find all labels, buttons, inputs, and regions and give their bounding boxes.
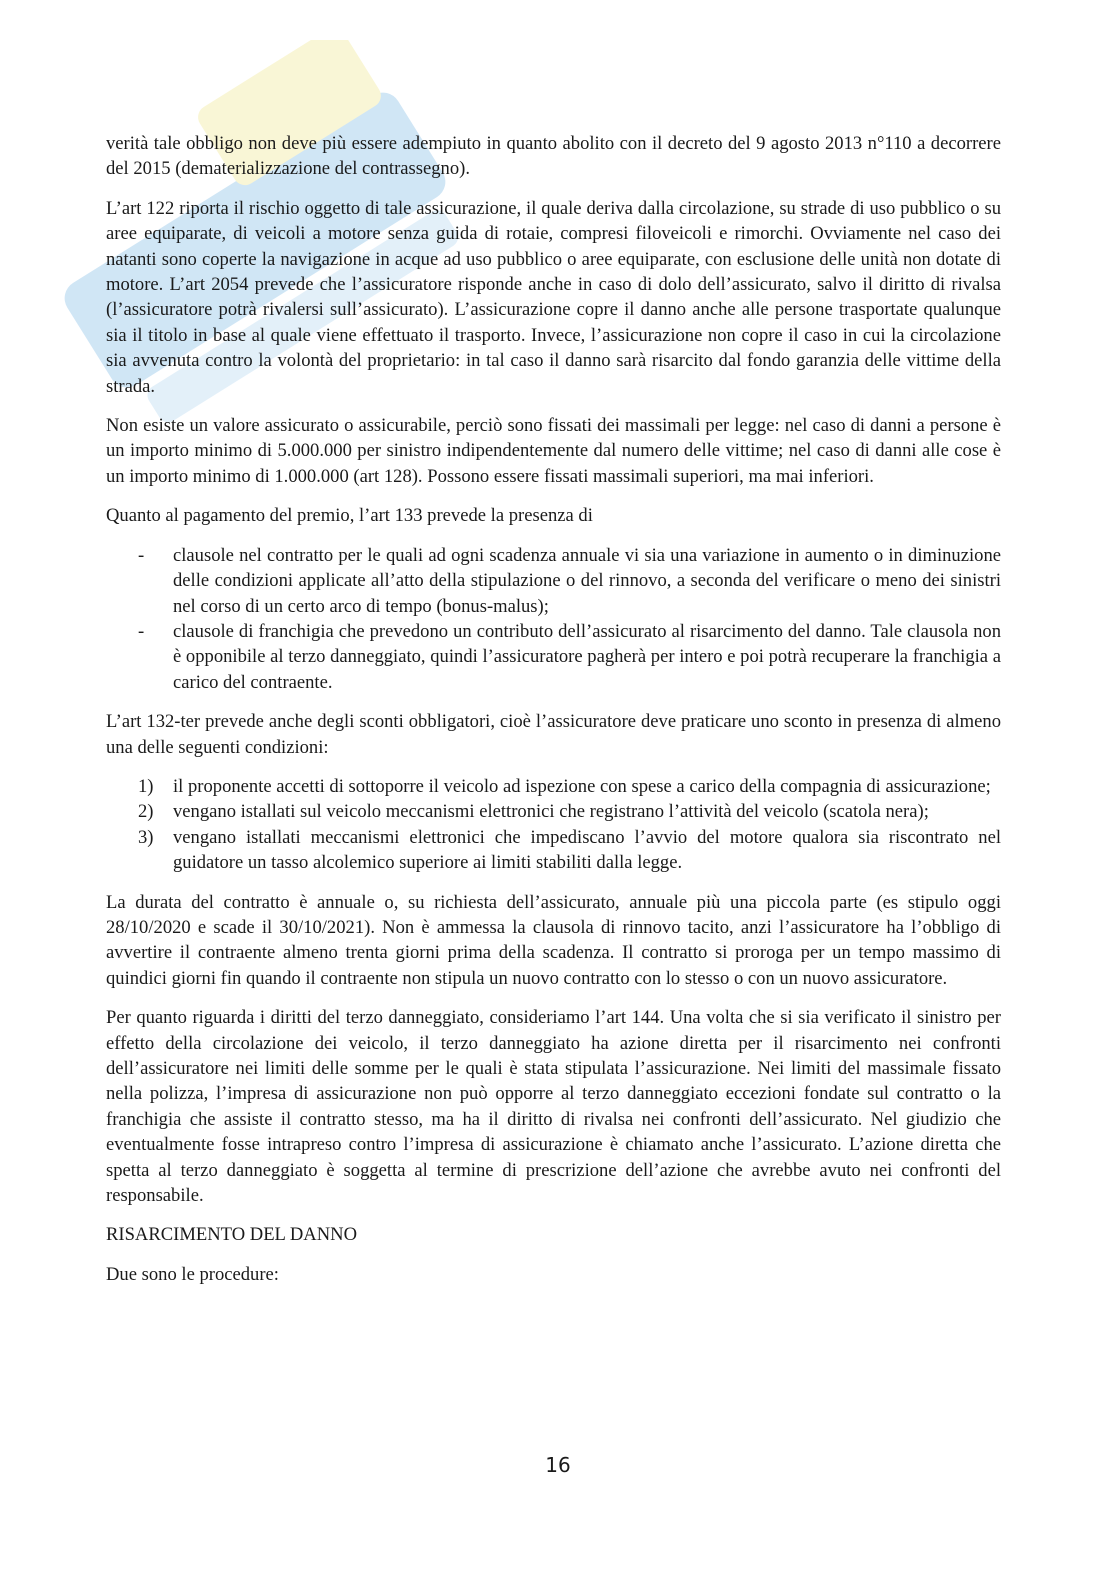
list-item-text: vengano istallati sul veicolo meccanismi elettronici che registrano l’attività del veicolo (scatola nera); (173, 801, 929, 823)
paragraph: L’art 132-ter prevede anche degli sconti obbligatori, cioè l’assicuratore deve praticare uno sconto in presenza di almeno una delle seguenti condizioni: (106, 711, 1001, 758)
section-heading: RISARCIMENTO DEL DANNO (106, 1224, 358, 1246)
list-item (106, 619, 1001, 695)
paragraph: Due sono le procedure: (106, 1263, 279, 1285)
document-page (106, 131, 1001, 1301)
list-marker: 2) (138, 801, 154, 823)
list-item (106, 799, 1001, 824)
list-item (106, 825, 1001, 876)
list-item (106, 774, 1001, 799)
paragraph: Quanto al pagamento del premio, l’art 133 prevede la presenza di (106, 505, 593, 527)
list-marker: - (138, 544, 145, 566)
numbered-list (106, 774, 1001, 876)
list-marker: - (138, 620, 145, 642)
paragraph: La durata del contratto è annuale o, su richiesta dell’assicurato, annuale più una piccola parte (es stipulo oggi 28/10/2020 e scade il 30/10/2021). Non è ammessa la clausola di rinnovo tacito, anzi l’assicuratore ha l’obbligo di avvertire il contraente almeno trenta giorni prima della scadenza. Il contratto si proroga per un tempo massimo di quindici giorni fin quando il contraente non stipula un nuovo contratto con lo stesso o con un nuovo assicuratore. (106, 891, 1001, 989)
paragraph: Non esiste un valore assicurato o assicurabile, perciò sono fissati dei massimali per legge: nel caso di danni a persone è un importo minimo di 5.000.000 per sinistro indipendentemente dal numero delle vittime; nel caso di danni alle cose è un importo minimo di 1.000.000 (art 128). Possono essere fissati massimali superiori, ma mai inferiori. (106, 415, 1001, 487)
paragraph: Per quanto riguarda i diritti del terzo danneggiato, consideriamo l’art 144. Una volta che si sia verificato il sinistro per effetto della circolazione dei veicolo, il terzo danneggiato ha azione diretta per il risarcimento nei confronti dell’assicuratore nei limiti delle somme per le quali è stata stipulata l’assicurazione. Nei limiti del massimale fissato nella polizza, l’impresa di assicurazione non può opporre al terzo danneggiato eccezioni fondate sul contratto o la franchigia che assiste il contratto stesso, ma ha il diritto di rivalsa nei confronti dell’assicurato. Nel giudizio che eventualmente fosse intrapreso contro l’impresa di assicurazione è chiamato anche l’assicurato. L’azione diretta che spetta al terzo danneggiato è soggetta al termine di prescrizione dell’azione che avrebbe avuto nei confronti del responsabile. (106, 1007, 1001, 1207)
list-item-text: il proponente accetti di sottoporre il veicolo ad ispezione con spese a carico della compagnia di assicurazione; (173, 775, 991, 797)
list-item-text: clausole nel contratto per le quali ad ogni scadenza annuale vi sia una variazione in aumento o in diminuzione delle condizioni applicate all’atto della stipulazione o del rinnovo, a seconda del verificare o meno dei sinistri nel corso di un certo arco di tempo (bonus-malus); (173, 544, 1001, 617)
dash-list (106, 543, 1001, 695)
list-item-text: clausole di franchigia che prevedono un contributo dell’assicurato al risarcimento del danno. Tale clausola non è opponibile al terzo danneggiato, quindi l’assicuratore pagherà per intero e poi potrà recuperare la franchigia a carico del contraente. (173, 620, 1001, 693)
list-item-text: vengano istallati meccanismi elettronici che impediscano l’avvio del motore qualora sia riscontrato nel guidatore un tasso alcolemico superiore ai limiti stabiliti dalla legge. (173, 826, 1001, 874)
list-marker: 3) (138, 826, 154, 848)
page-number: 16 (545, 1453, 571, 1477)
list-item (106, 543, 1001, 619)
paragraph: verità tale obbligo non deve più essere adempiuto in quanto abolito con il decreto del 9 agosto 2013 n°110 a decorrere del 2015 (dematerializzazione del contrassegno). (106, 133, 1001, 180)
paragraph: L’art 122 riporta il rischio oggetto di tale assicurazione, il quale deriva dalla circolazione, su strade di uso pubblico o su aree equiparate, di veicoli a motore senza guida di rotaie, compresi filoveicoli e rimorchi. Ovviamente nel caso dei natanti sono coperte la navigazione in acque ad uso pubblico o aree equiparate, con esclusione delle unità non dotate di motore. L’art 2054 prevede che l’assicuratore risponde anche in caso di dolo dell’assicurato, salvo il diritto di rivalsa (l’assicuratore potrà rivalersi sull’assicurato). L’assicurazione copre il danno anche alle persone trasportate qualunque sia il titolo in base al quale viene effettuato il trasporto. Invece, l’assicurazione non copre il caso in cui la circolazione sia avvenuta contro la volontà del proprietario: in tal caso il danno sarà risarcito dal fondo garanzia delle vittime della strada. (106, 197, 1001, 397)
list-marker: 1) (138, 775, 154, 797)
